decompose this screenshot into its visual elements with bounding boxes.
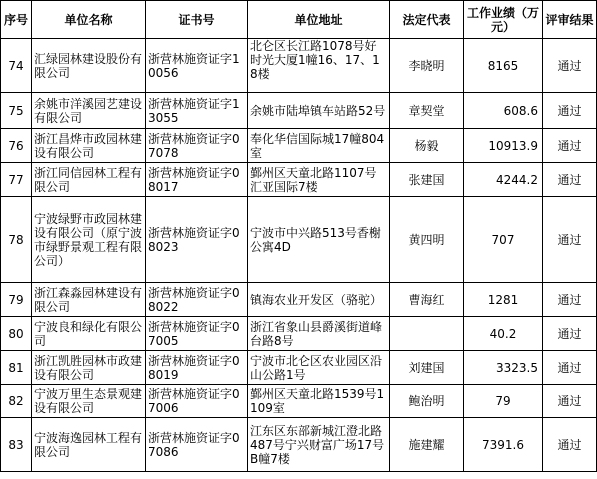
cell-address: 北仑区长江路1078号好时光大厦1幢16、17、18楼 xyxy=(248,39,390,93)
cell-result: 通过 xyxy=(543,385,597,418)
cell-result: 通过 xyxy=(543,39,597,93)
cell-name: 浙江凯胜园林市政建设有限公司 xyxy=(32,351,146,385)
cell-perf: 3323.5 xyxy=(464,351,543,385)
cell-cert: 浙营林施资证字10056 xyxy=(146,39,248,93)
header-name: 单位名称 xyxy=(32,1,146,39)
cell-perf: 8165 xyxy=(464,39,543,93)
cell-address: 镇海农业开发区（骆驼） xyxy=(248,283,390,317)
cell-seq: 77 xyxy=(1,163,32,197)
cell-cert: 浙营林施资证字13055 xyxy=(146,93,248,129)
cell-seq: 78 xyxy=(1,197,32,283)
cell-seq: 74 xyxy=(1,39,32,93)
cell-name: 浙江昌烨市政园林建设有限公司 xyxy=(32,129,146,163)
cell-seq: 83 xyxy=(1,418,32,472)
cell-legal: 杨毅 xyxy=(390,129,464,163)
cell-cert: 浙营林施资证字07006 xyxy=(146,385,248,418)
table-row xyxy=(1,418,597,472)
cell-perf: 707 xyxy=(464,197,543,283)
cell-legal: 李晓明 xyxy=(390,39,464,93)
cell-name: 浙江森淼园林建设有限公司 xyxy=(32,283,146,317)
cell-name: 宁波绿野市政园林建设有限公司（原宁波市绿野景观工程有限公司） xyxy=(32,197,146,283)
cell-cert: 浙营林施资证字08022 xyxy=(146,283,248,317)
table-row xyxy=(1,317,597,351)
cell-address: 余姚市陆埠镇车站路52号 xyxy=(248,93,390,129)
cell-cert: 浙营林施资证字08017 xyxy=(146,163,248,197)
table-row xyxy=(1,197,597,283)
cell-seq: 75 xyxy=(1,93,32,129)
cell-cert: 浙营林施资证字07005 xyxy=(146,317,248,351)
cell-address: 宁波市北仑区农业园区沿山公路1号 xyxy=(248,351,390,385)
cell-result: 通过 xyxy=(543,129,597,163)
cell-name: 宁波良和绿化有限公司 xyxy=(32,317,146,351)
cell-name: 余姚市洋溪园艺建设有限公司 xyxy=(32,93,146,129)
header-legal: 法定代表 xyxy=(390,1,464,39)
cell-name: 浙江同信园林工程有限公司 xyxy=(32,163,146,197)
cell-perf: 79 xyxy=(464,385,543,418)
cell-address: 江东区东部新城江澄北路487号宁兴财富广场17号B幢7楼 xyxy=(248,418,390,472)
cell-result: 通过 xyxy=(543,163,597,197)
header-cert: 证书号 xyxy=(146,1,248,39)
cell-legal: 刘建国 xyxy=(390,351,464,385)
cell-cert: 浙营林施资证字08023 xyxy=(146,197,248,283)
cell-name: 宁波万里生态景观建设有限公司 xyxy=(32,385,146,418)
cell-address: 浙江省象山县爵溪街道峰台路8号 xyxy=(248,317,390,351)
cell-address: 鄞州区天童北路1539号1109室 xyxy=(248,385,390,418)
cell-address: 奉化华信国际城17幢804室 xyxy=(248,129,390,163)
cell-legal: 张建国 xyxy=(390,163,464,197)
table-row xyxy=(1,129,597,163)
cell-result: 通过 xyxy=(543,317,597,351)
cell-seq: 82 xyxy=(1,385,32,418)
cell-perf: 608.6 xyxy=(464,93,543,129)
cell-perf: 7391.6 xyxy=(464,418,543,472)
header-perf: 工作业绩（万元） xyxy=(464,1,543,39)
table-row xyxy=(1,39,597,93)
cell-legal: 鲍治明 xyxy=(390,385,464,418)
cell-seq: 79 xyxy=(1,283,32,317)
cell-cert: 浙营林施资证字08019 xyxy=(146,351,248,385)
header-address: 单位地址 xyxy=(248,1,390,39)
table-row xyxy=(1,93,597,129)
header-result: 评审结果 xyxy=(543,1,597,39)
cell-cert: 浙营林施资证字07086 xyxy=(146,418,248,472)
table-row xyxy=(1,283,597,317)
cell-seq: 80 xyxy=(1,317,32,351)
cell-perf: 1281 xyxy=(464,283,543,317)
header-seq: 序号 xyxy=(1,1,32,39)
cell-address: 宁波市中兴路513号香榭公寓4D xyxy=(248,197,390,283)
cell-seq: 81 xyxy=(1,351,32,385)
cell-result: 通过 xyxy=(543,197,597,283)
cell-result: 通过 xyxy=(543,283,597,317)
cell-legal xyxy=(390,317,464,351)
header-row xyxy=(1,1,597,39)
cell-result: 通过 xyxy=(543,418,597,472)
cell-name: 宁波海逸园林工程有限公司 xyxy=(32,418,146,472)
cell-result: 通过 xyxy=(543,351,597,385)
cell-address: 鄞州区天童北路1107号汇亚国际7楼 xyxy=(248,163,390,197)
cell-legal: 黄四明 xyxy=(390,197,464,283)
cell-legal: 施建耀 xyxy=(390,418,464,472)
cell-perf: 10913.9 xyxy=(464,129,543,163)
cell-cert: 浙营林施资证字07078 xyxy=(146,129,248,163)
cell-name: 汇绿园林建设股份有限公司 xyxy=(32,39,146,93)
cell-perf: 40.2 xyxy=(464,317,543,351)
table-row xyxy=(1,385,597,418)
table-row xyxy=(1,163,597,197)
cell-perf: 4244.2 xyxy=(464,163,543,197)
cell-legal: 章契堂 xyxy=(390,93,464,129)
cell-seq: 76 xyxy=(1,129,32,163)
cell-legal: 曹海红 xyxy=(390,283,464,317)
table-row xyxy=(1,351,597,385)
cell-result: 通过 xyxy=(543,93,597,129)
